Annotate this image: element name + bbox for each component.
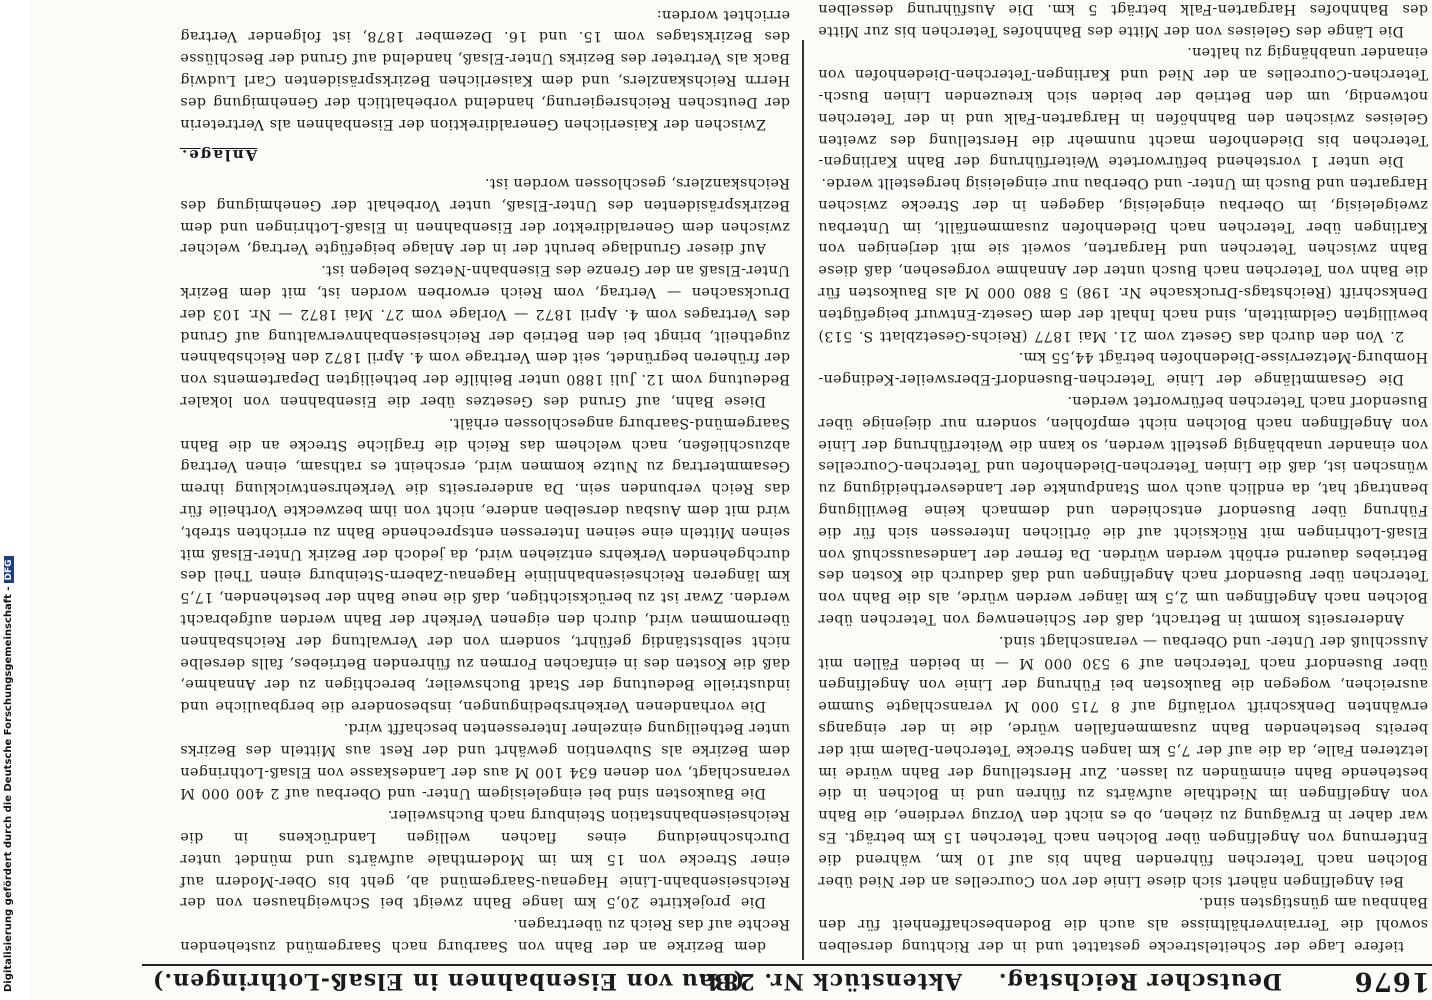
left-column [818, 0, 1428, 956]
section-title: (Bau von Eisenbahnen in Elsaß-Lothringen.) [152, 968, 745, 994]
rotated-document-page [142, 0, 1432, 1000]
paragraph: Die vorhandenen Verkehrsbedingungen, insbesondere die bergbauliche und industrielle Bedeutung der Stadt Buchsweiler, berechtigen zu der Annahme, daß die Kosten des in einfachen Formen zu führenden Betriebes, falls derselbe nicht selbstständig geführt, sondern von der Verwaltung der Reichsbahnen übernommen wird, durch den eigenen Verkehr der Bahn werden aufgebracht werden. Zwar ist zu berücksichtigen, daß die neue Bahn der bestehenden, 17,5 km längeren Reichseisenbahnlinie Hagenau-Zabern-Steinburg einen Theil des durchgehenden Verkehrs entziehen wird, da jedoch der Bezirk Unter-Elsaß mit seinen Mitteln eine seinen Interessen entsprechende Bahn zu errichten strebt, wird mit dem Ausbau derselben andere, nicht von ihm bezweckte Vortheile für das Reich verbunden sein. Da andererseits die Verkehrsentwicklung ihrem Gesammtertrag zu Nutze kommen wird, erscheint es rathsam, einen Vertrag abzuschließen, nach welchem das Reich die fragliche Strecke an die Bahn Saargemünd-Saarburg angeschlossen erhält. [180, 414, 790, 715]
paragraph: Die projektirte 20,5 km lange Bahn zweigt bei Schweighausen von der Reichseisenbahn-Linie Hagenau-Saargemünd ab, geht bis Ober-Modern auf einer Strecke von 15 km im Modernthale aufwärts und mündet unter Durchschneidung eines flachen welligen Landrückens in die Reichseisenbahnstation Steinburg nach Buchsweiler. [180, 807, 790, 911]
paragraph: Die Baukosten sind bei eingeleisigem Unter- und Oberbau auf 2 400 000 M veranschlagt, von denen 634 100 M aus der Landeskasse von Elsaß-Lothringen dem Bezirke als Subvention gewährt und der Rest aus Mitteln des Bezirks unter Betheiligung einzelner Interessenten beschafft wird. [180, 720, 790, 802]
paragraph: Die Gesammtlänge der Linie Teterchen-Busendorf-Ebersweiler-Kedingen-Homburg-Metzervisse-Diedenhofen beträgt 44,55 km. [818, 349, 1428, 388]
paragraph: 2. Von den durch das Gesetz vom 21. Mai 1877 (Reichs-Gesetzblatt S. 513) bewilligten Geldmitteln, sind nach Inhalt der dem Gesetz-Entwurf beigefügten Denkschrift (Reichstags-Drucksache Nr. 198) 5 880 000 M als Baukosten für die Bahn von Teterchen nach Busch unter der Annahme vorgesehen, daß diese Bahn zwischen Teterchen und Hargarten, soweit sie mit derjenigen von Karlingen über Teterchen nach Diedenhofen zusammenfällt, im Unterbau zweigeleisig, im Oberbau eingeleisig, dagegen in der Strecke zwischen Hargarten und Busch im Unter- und Oberbau nur eingeleisig hergestellt werde. [818, 175, 1428, 344]
paragraph: dem Bezirke an der Bahn von Saarburg nach Saargemünd zustehenden Rechte auf das Reich zu übertragen. [180, 916, 790, 954]
right-column [180, 6, 790, 956]
paragraph: Andererseits kommt in Betracht, daß der Schienenweg von Teterchen über Bolchen nach Angelfingen um 2,5 km länger werden würde, als die Bahn von Teterchen über Busendorf nach Angelfingen und daß dadurch die Kosten des Betriebes dauernd erhöht werden würden. Da ferner der Landesausschuß von Elsaß-Lothringen mit Rücksicht auf die örtlichen Interessen sich für die Führung über Busendorf entschieden und demnach keine Bewilligung beantragt hat, da endlich auch vom Standpunkte der Landesvertheidigung zu wünschen ist, daß die Linien Teterchen-Diedenhofen und Teterchen-Courcelles von einander unabhängig gestellt werden, so kann die Weiterführung der Linie von Angelfingen nach Bolchen nicht empfohlen, sondern nur diejenige über Busendorf nach Teterchen befürwortet werden. [818, 393, 1428, 628]
credit-text: Digitalisierung gefördert durch die Deutsche Forschungsgemeinschaft - [3, 586, 14, 992]
page-number: 1676 [1353, 966, 1430, 996]
paragraph: Die Länge des Geleises von der Mitte des Bahnhofes Teterchen bis zur Mitte des Bahnhofes Hargarten-Falk beträgt 5 km. Die Ausführung desselben [818, 0, 1428, 39]
anlage-intro: Zwischen der Kaiserlichen Generaldirektion der Eisenbahnen als Vertreterin der Deutschen Reichsregierung, handelnd vorbehaltlich der Genehmigung des Herrn Reichskanzlers, und dem Kaiserlichen Bezirkspräsidenten Carl Ludwig Back als Vertreter des Bezirks Unter-Elsaß, handelnd auf Grund der Beschlüsse des Bezirkstages vom 15. und 16. Dezember 1878, ist folgender Vertrag errichtet worden: [180, 6, 790, 132]
page-header [142, 964, 1432, 1000]
paragraph: Diese Bahn, auf Grund des Gesetzes über die Eisenbahnen von lokaler Bedeutung vom 12. Juli 1880 unter Beihilfe der betheiligten Departements von der früheren begründet, seit dem Vertrage vom 4. April 1872 den Reichsbahnen zugetheilt, bringt bei den Betrieb der Reichseisenbahnverwaltung auf Grund des Vertrages vom 4. April 1872 — Vorlage vom 27. Mai 1872 — Nr. 103 der Drucksachen — Vertrag, vom Reich erworben worden ist, mit dem Bezirk Unter-Elsaß an der Grenze des Eisenbahn-Netzes belegen ist. [180, 262, 790, 410]
document-number: Aktenstück Nr. 284. [697, 968, 962, 994]
paragraph: Die unter 1 vorstehend befürwortete Weiterführung der Bahn Karlingen-Teterchen bis Diedenhofen macht nunmehr die Herstellung des zweiten Geleises zwischen den Bahnhöfen in Hargarten-Falk und in der Teterchen notwendig, um den Betrieb der beiden sich kreuzenden Linien Busch-Teterchen-Courcelles an der Nied und Karlingen-Teterchen-Diedenhofen von einander unabhängig zu halten. [818, 44, 1428, 170]
paragraph: Auf dieser Grundlage beruht der in der Anlage beigefügte Vertrag, welcher zwischen dem Generaldirektor der Eisenbahnen in Elsaß-Lothringen und dem Bezirkspräsidenten des Unter-Elsaß, unter Vorbehalt der Genehmigung des Reichskanzlers, geschlossen worden ist. [180, 175, 790, 257]
publication-title: Deutscher Reichstag. [997, 968, 1282, 994]
paragraph: tiefere Lage der Scheitelstrecke gestattet und in der Richtung derselben sowohl die Terrainverhältnisse als auch die Bodenbeschaffenheit für den Bahnbau am günstigsten sind. [818, 894, 1428, 954]
dfg-logo: DFG [4, 556, 14, 583]
paragraph: Bei Angelfingen nähert sich diese Linie der von Courcelles an der Nied über Bolchen nach Teterchen führenden Bahn bis auf 10 km, während die Entfernung von Angelfingen über Bolchen nach Teterchen 15 km beträgt. Es war daher in Erwägung zu ziehen, ob es nicht den Vorzug verdiene, die Bahn von Angelfingen im Niedthale aufwärts zu führen und in Bolchen in die bestehende Bahn einmünden zu lassen. Zur Herstellung der Bahn würde im letzteren Falle, da die auf der 7,5 km langen Strecke Teterchen-Dalem mit der bereits bestehenden Bahn zusammenfallen würde, die in der eingangs erwähnten Denkschrift vorläufig auf 8 715 000 M veranschlagte Summe ausreichen, wogegen die Baukosten bei Führung der Linie von Angelfingen über Busendorf nach Teterchen auf 9 530 000 M — in beiden Fällen mit Ausschluß der Unter- und Oberbau — veranschlagt sind. [818, 632, 1428, 889]
column-divider [802, 40, 804, 960]
anlage-heading: Anlage. [180, 146, 258, 165]
binding-strip [0, 0, 30, 1000]
digitization-credit [3, 556, 14, 992]
